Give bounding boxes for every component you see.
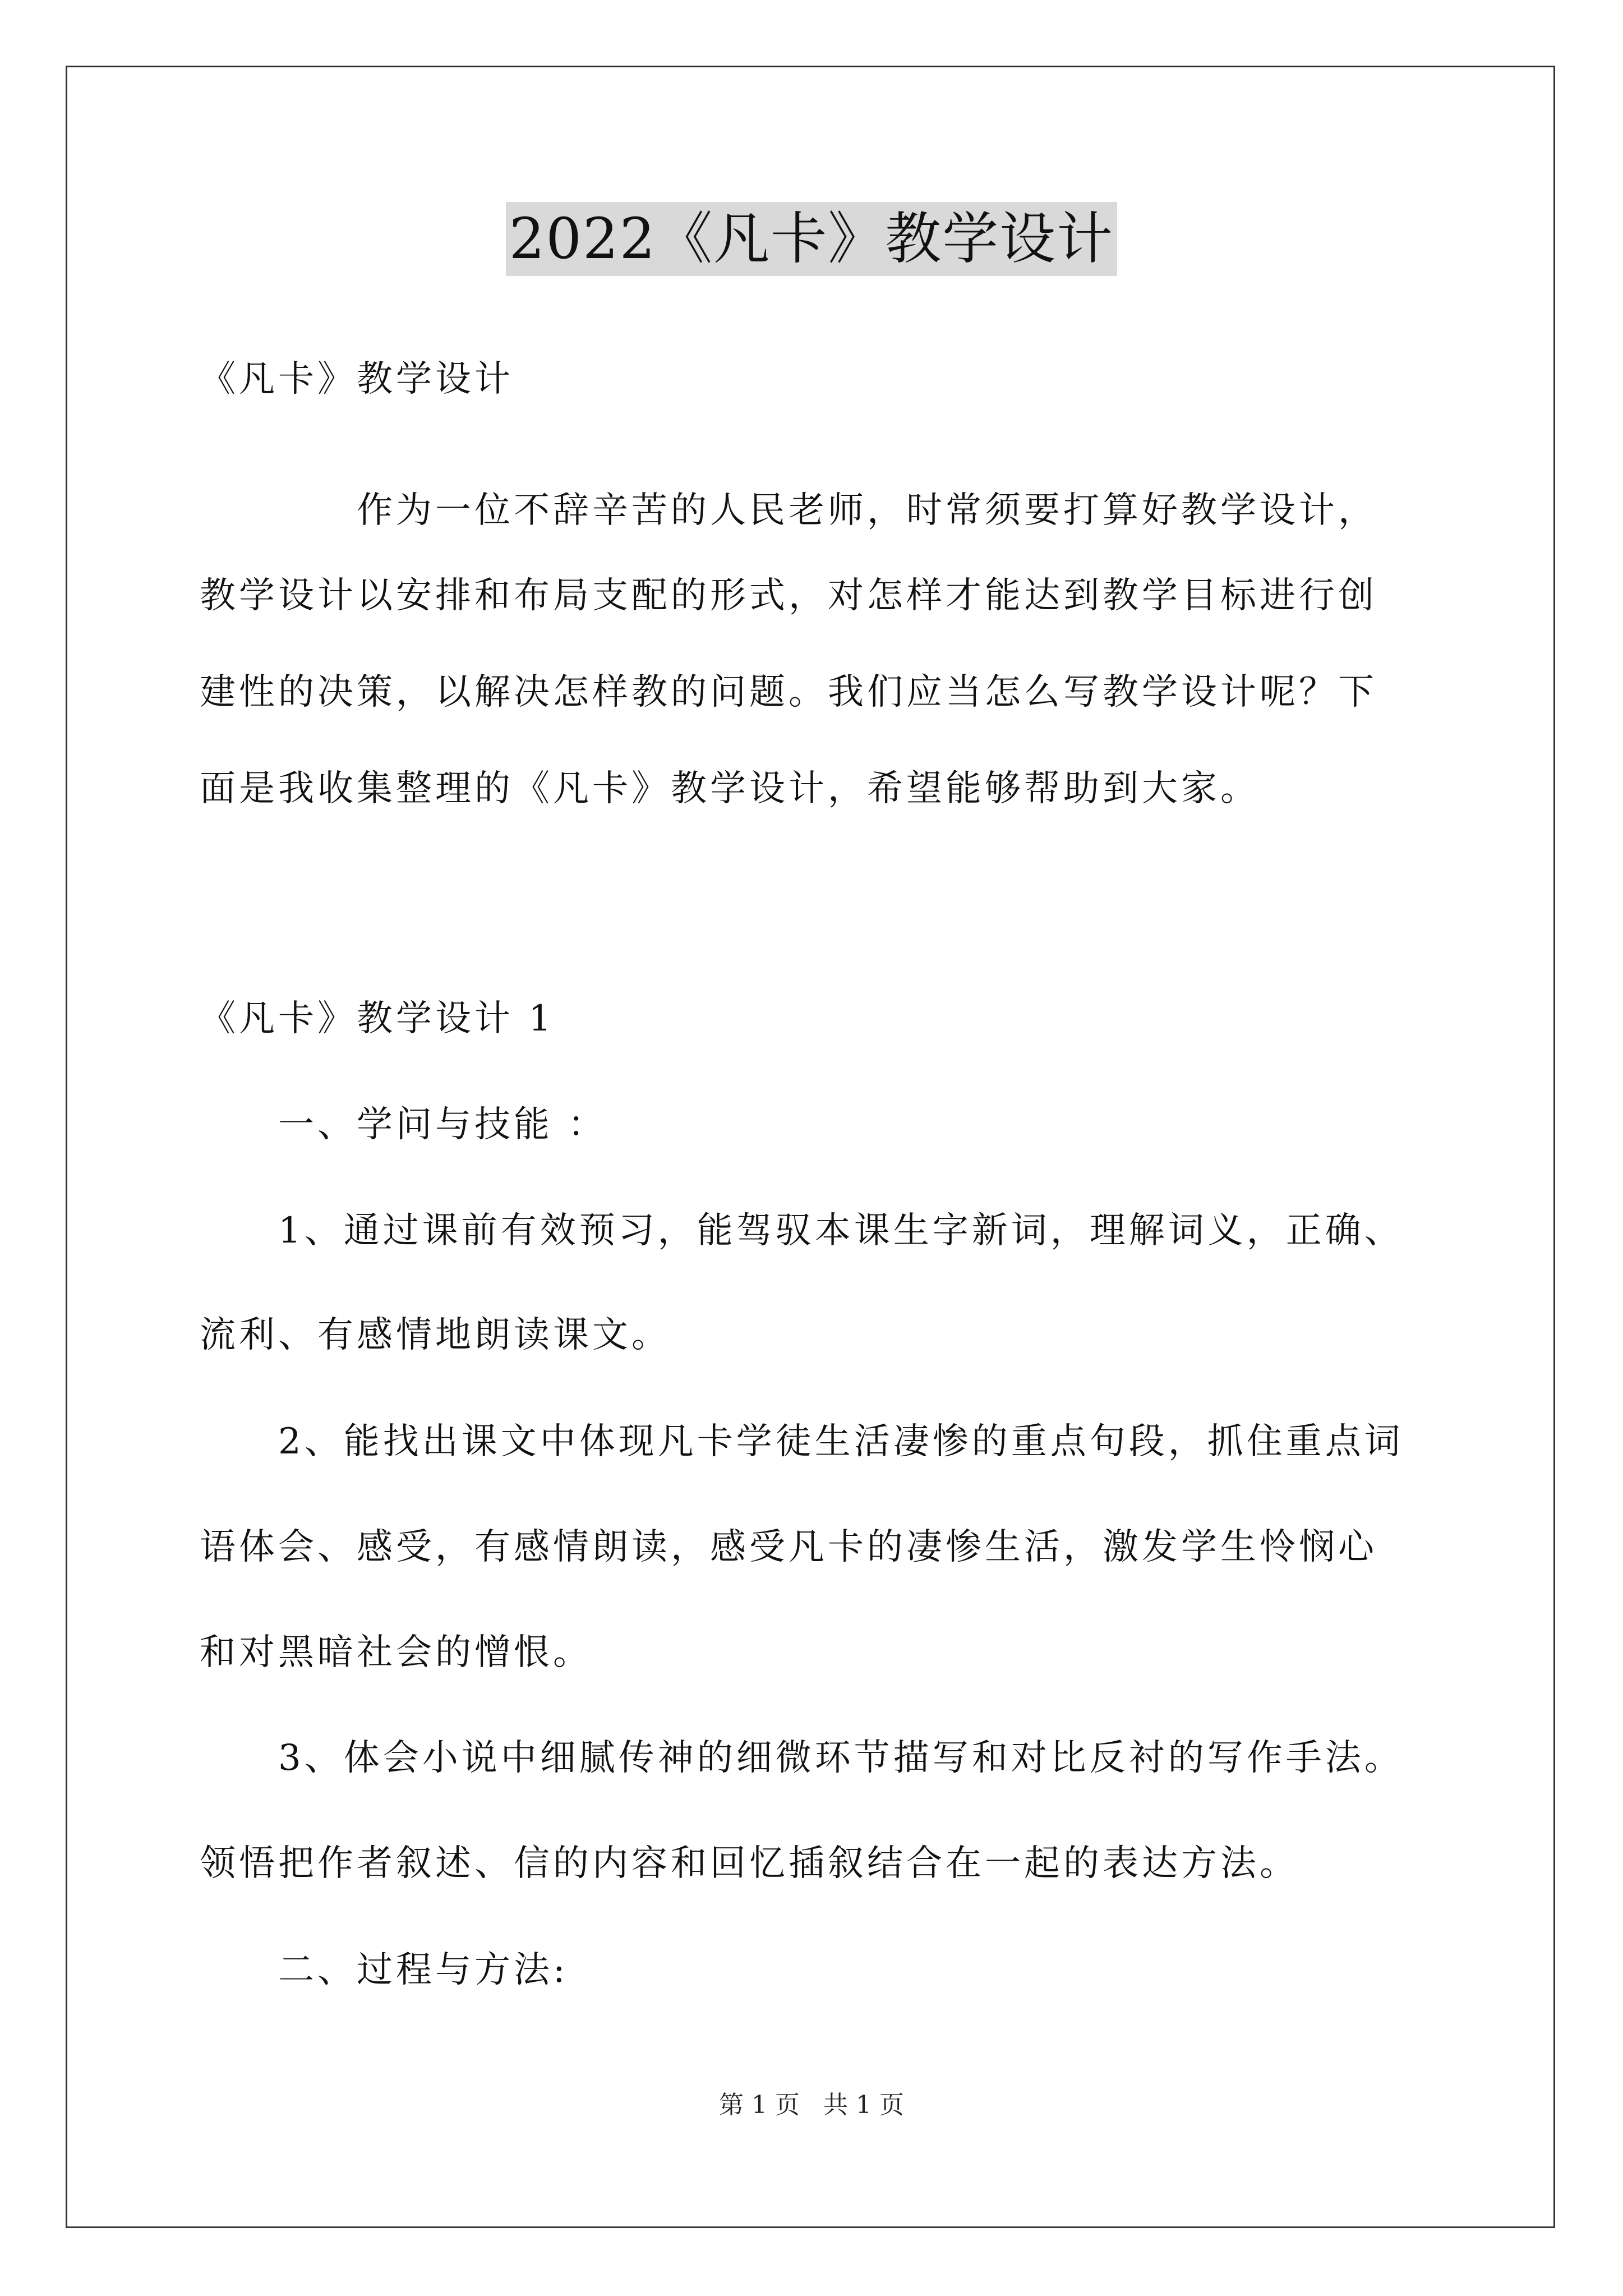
document-title: 2022《凡卡》教学设计 — [506, 202, 1118, 276]
subsection-heading: 二、过程与方法: — [200, 1949, 569, 1991]
paragraph-line: 2、能找出课文中体现凡卡学徒生活凄惨的重点句段，抓住重点词 — [200, 1421, 1404, 1462]
paragraph-line: 和对黑暗社会的憎恨。 — [200, 1632, 592, 1673]
paragraph-line: 建性的决策，以解决怎样教的问题。我们应当怎么写教学设计呢？下 — [200, 671, 1377, 713]
paragraph-line: 面是我收集整理的《凡卡》教学设计，希望能够帮助到大家。 — [200, 768, 1260, 809]
paragraph-line: 语体会、感受，有感情朗读，感受凡卡的凄惨生活，激发学生怜悯心 — [200, 1526, 1377, 1568]
paragraph-line: 教学设计以安排和布局支配的形式，对怎样才能达到教学目标进行创 — [200, 575, 1377, 616]
paragraph-line: 流利、有感情地朗读课文。 — [200, 1314, 671, 1356]
section-heading: 《凡卡》教学设计 — [200, 358, 514, 400]
subsection-heading: 一、学问与技能 ： — [200, 1104, 607, 1145]
paragraph-line: 作为一位不辞辛苦的人民老师，时常须要打算好教学设计， — [200, 490, 1377, 531]
paragraph-line: 3、体会小说中细腻传神的细微环节描写和对比反衬的写作手法。 — [200, 1737, 1404, 1779]
paragraph-line: 1、通过课前有效预习，能驾驭本课生字新词，理解词义，正确、 — [200, 1210, 1404, 1251]
page-footer: 第 1 页 共 1 页 — [719, 2091, 904, 2119]
title-container — [0, 202, 1623, 276]
paragraph-line: 领悟把作者叙述、信的内容和回忆插叙结合在一起的表达方法。 — [200, 1843, 1299, 1884]
section-heading: 《凡卡》教学设计 1 — [200, 998, 555, 1039]
